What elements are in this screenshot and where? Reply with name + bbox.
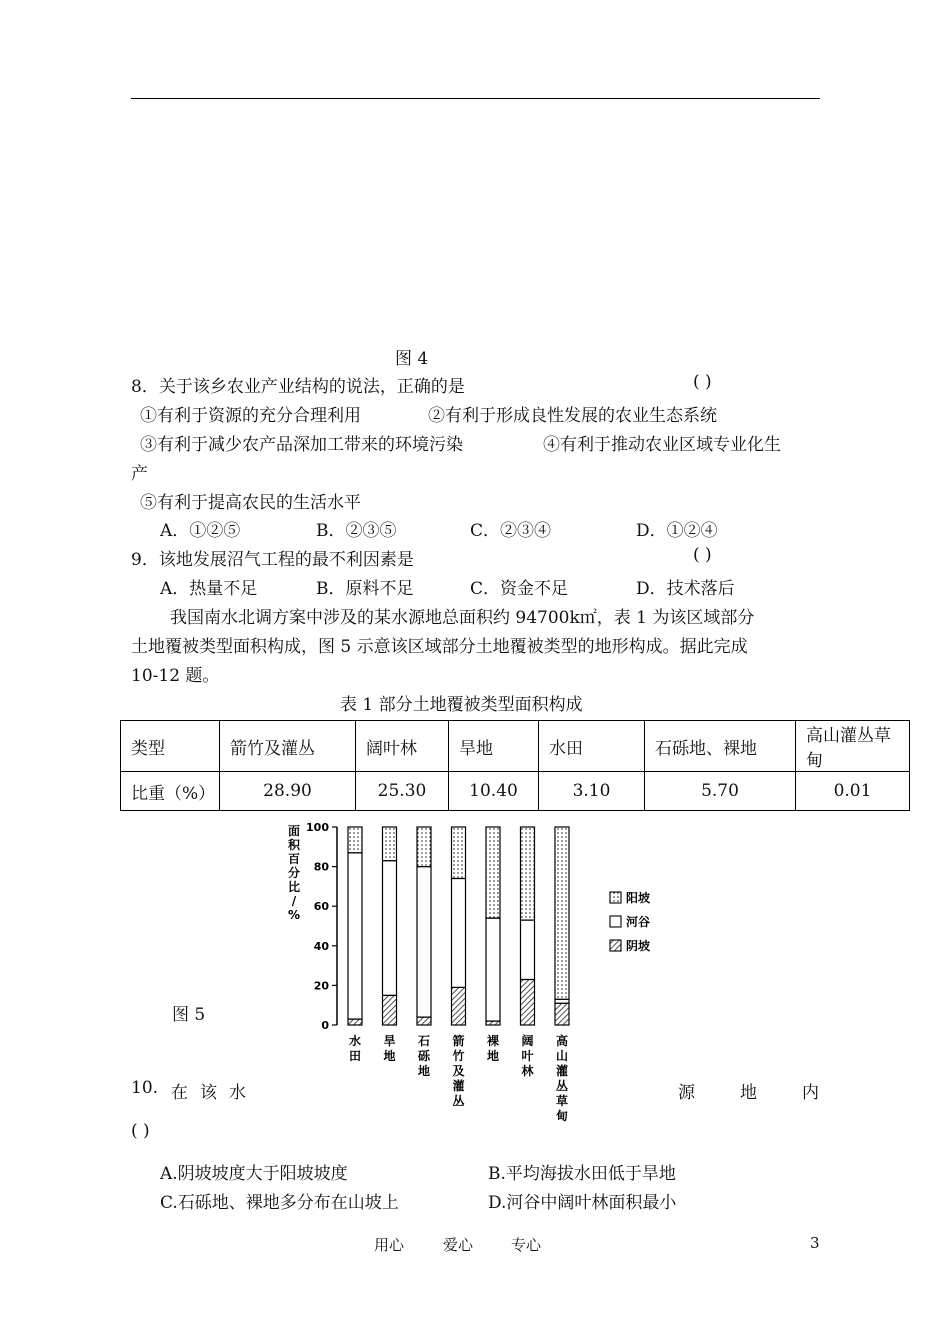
bar-segment (348, 1019, 362, 1025)
bar-segment (486, 827, 500, 918)
bar-segment (348, 827, 362, 853)
y-tick-label: 80 (313, 860, 329, 874)
x-category-label-char: 高 (555, 1034, 569, 1048)
table-cell: 0.01 (796, 772, 910, 811)
bar-segment (383, 861, 397, 996)
q10-number: 10. (131, 1078, 159, 1098)
y-tick-label: 20 (313, 979, 329, 993)
table-header-cell: 类型 (121, 721, 220, 772)
y-axis-label-char: % (287, 908, 301, 922)
bar-segment (521, 920, 535, 979)
legend-swatch (610, 916, 621, 927)
table1-caption: 表 1 部分土地覆被类型面积构成 (340, 695, 583, 715)
table-header-cell: 高山灌丛草甸 (796, 721, 910, 772)
table-cell: 25.30 (356, 772, 449, 811)
y-axis-label (288, 823, 301, 922)
x-category-label-char: 林 (521, 1064, 534, 1078)
q8-option-d: D．①②④ (636, 521, 718, 541)
y-axis-label-char: 比 (287, 880, 301, 894)
q10-option-a: A.阴坡坡度大于阳坡坡度 (160, 1164, 348, 1184)
bar-segment (521, 979, 535, 1025)
q8-option-b: B．②③⑤ (316, 521, 397, 541)
q9-option-b: B．原料不足 (316, 579, 414, 599)
x-category-label-char: 竹 (452, 1049, 465, 1063)
table-cell: 3.10 (539, 772, 645, 811)
q9-option-a: A．热量不足 (160, 579, 258, 599)
bar-segment (452, 827, 466, 878)
y-tick-label: 60 (313, 900, 329, 914)
x-category-label-char: 叶 (521, 1049, 534, 1063)
q9-option-c: C．资金不足 (470, 579, 569, 599)
q10-stem-char: 该 (200, 1083, 217, 1103)
footer-motto-2: 爱心 (443, 1236, 474, 1254)
legend-swatch (610, 892, 621, 903)
table-cell: 5.70 (645, 772, 796, 811)
passage-line-2: 土地覆被类型面积构成，图 5 示意该区域部分土地覆被类型的地形构成。据此完成 (131, 637, 748, 657)
legend-label: 河谷 (626, 915, 651, 929)
table-header-row (121, 721, 910, 772)
passage-line-3: 10-12 题。 (131, 666, 220, 686)
x-category-label-char: 丛 (452, 1094, 465, 1108)
figure5-caption: 图 5 (172, 1005, 206, 1025)
bar-segment (417, 1017, 431, 1025)
y-tick-label: 0 (321, 1019, 329, 1032)
table-header-cell: 阔叶林 (356, 721, 449, 772)
x-category-label-char: 地 (486, 1049, 500, 1063)
x-category-label-char: 水 (348, 1034, 362, 1048)
table-row (121, 772, 910, 811)
passage-line-1: 我国南水北调方案中涉及的某水源地总面积约 94700k㎡，表 1 为该区域部分 (170, 608, 755, 628)
y-axis-label-char: 面 (287, 824, 301, 838)
legend-swatch (610, 940, 621, 951)
q8-statement-4-cont: 产 (131, 464, 148, 484)
q8-statement-5: ⑤有利于提高农民的生活水平 (140, 493, 361, 513)
header-rule (131, 98, 820, 99)
x-category-label-char: 阔 (521, 1034, 534, 1048)
x-category-label-char: 灌 (555, 1064, 569, 1078)
x-category-label-char: 田 (348, 1049, 362, 1063)
bar-segment (452, 987, 466, 1025)
q8-answer-paren: ( ) (693, 372, 712, 392)
x-category-label-char: 地 (383, 1049, 396, 1063)
y-tick-label: 100 (306, 821, 329, 834)
table-cell: 比重（%） (121, 772, 220, 811)
figure4-caption: 图 4 (395, 349, 429, 369)
x-category-label-char: 地 (417, 1064, 431, 1078)
land-cover-table (120, 720, 910, 811)
table-header-cell: 旱地 (449, 721, 539, 772)
bar-segment (555, 827, 569, 999)
table-header-cell: 水田 (539, 721, 645, 772)
table-header-cell: 箭竹及灌丛 (220, 721, 356, 772)
x-category-label-char: 丛 (555, 1079, 569, 1093)
bar-segment (486, 918, 500, 1021)
x-category-label-char: 砾 (417, 1049, 431, 1063)
table-header-cell: 石砾地、裸地 (645, 721, 796, 772)
y-axis-label-char: 分 (287, 866, 301, 880)
x-category-label-char: 甸 (555, 1109, 569, 1123)
footer-motto-1: 用心 (374, 1236, 405, 1254)
table-cell: 28.90 (220, 772, 356, 811)
footer-motto-3: 专心 (511, 1236, 542, 1254)
page-number: 3 (810, 1234, 820, 1252)
legend-label: 阳坡 (626, 891, 651, 905)
bar-segment (383, 995, 397, 1025)
q9-option-d: D．技术落后 (636, 579, 735, 599)
q8-statement-1: ①有利于资源的充分合理利用 (140, 406, 361, 426)
q8-statement-4: ④有利于推动农业区域专业化生 (543, 435, 781, 455)
q8-statement-3: ③有利于减少农产品深加工带来的环境污染 (140, 435, 463, 455)
legend-label: 阴坡 (626, 939, 651, 953)
chart-legend (610, 890, 651, 953)
q10-stem-char: 水 (229, 1083, 246, 1103)
q10-stem-char: 源 (678, 1083, 695, 1103)
x-category-label-char: 灌 (452, 1079, 465, 1093)
bar-segment (417, 827, 431, 867)
y-axis-label-char: 百 (287, 852, 301, 866)
q10-option-c: C.石砾地、裸地多分布在山坡上 (160, 1193, 399, 1213)
q10-stem-char: 地 (740, 1083, 757, 1103)
x-category-label-char: 旱 (383, 1034, 396, 1048)
bar-segment (348, 853, 362, 1019)
q10-stem-char: 内 (802, 1083, 819, 1103)
x-category-label-char: 山 (555, 1049, 569, 1063)
x-category-label-char: 裸 (486, 1034, 500, 1048)
table-cell: 10.40 (449, 772, 539, 811)
q10-stem-char: 在 (171, 1083, 188, 1103)
q10-option-d: D.河谷中阔叶林面积最小 (488, 1193, 677, 1213)
x-category-label-char: 箭 (452, 1034, 465, 1048)
q8-statement-2: ②有利于形成良性发展的农业生态系统 (428, 406, 717, 426)
bar-segment (417, 867, 431, 1017)
bar-segment (521, 827, 535, 920)
q8-option-c: C．②③④ (470, 521, 552, 541)
q10-option-b: B.平均海拔水田低于旱地 (488, 1164, 676, 1184)
q8-stem: 8．关于该乡农业产业结构的说法，正确的是 (131, 377, 465, 397)
land-cover-terrain-chart (280, 815, 680, 1125)
q9-stem: 9．该地发展沼气工程的最不利因素是 (131, 550, 414, 570)
q10-answer-paren: ( ) (131, 1121, 150, 1141)
q9-answer-paren: ( ) (693, 545, 712, 565)
bar-segment (383, 827, 397, 861)
x-category-label-char: 草 (555, 1094, 569, 1108)
y-axis-label-char: 积 (287, 838, 301, 852)
bar-segment (555, 1003, 569, 1025)
y-axis-label-char: / (291, 894, 297, 908)
bar-segment (452, 878, 466, 987)
x-category-label-char: 石 (417, 1034, 431, 1048)
y-tick-label: 40 (313, 939, 329, 953)
q8-option-a: A．①②⑤ (160, 521, 241, 541)
x-category-label-char: 及 (452, 1064, 465, 1078)
